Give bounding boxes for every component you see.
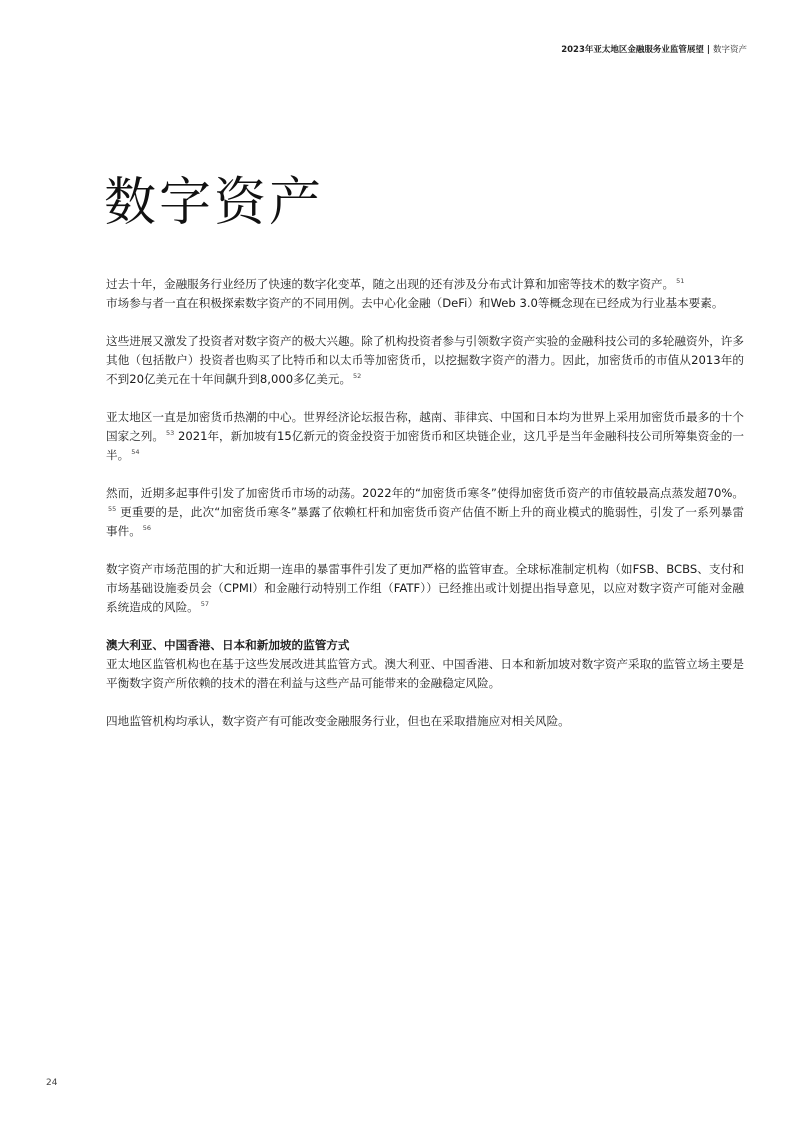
section-heading: 澳大利亚、中国香港、日本和新加坡的监管方式 — [106, 638, 350, 652]
paragraph-text: 更重要的是，此次“加密货币寒冬”暴露了依赖杠杆和加密货币资产估值不断上升的商业模式的脆弱性，引发了一系列暴雷事件。 — [106, 505, 744, 538]
paragraph-text: 过去十年，金融服务行业经历了快速的数字化变革，随之出现的还有涉及分布式计算和加密等技术的数字资产。 — [106, 277, 675, 291]
paragraph-text: 这些进展又激发了投资者对数字资产的极大兴趣。除了机构投资者参与引领数字资产实验的金融科技公司的多轮融资外，许多其他（包括散户）投资者也购买了比特币和以太币等加密货币，以挖掘数字资产的潜力。因此，加密货币的市值从2013年的不到20亿美元在十年间飙升到8,000多亿美元。 — [106, 334, 744, 386]
header-section-name: 数字资产 — [712, 45, 747, 55]
footnote-ref[interactable]: 55 — [108, 505, 117, 514]
paragraph-text: 亚太地区一直是加密货币热潮的中心。世界经济论坛报告称，越南、菲律宾、中国和日本均为世界上采用加密货币最多的十个国家之列。 — [106, 410, 744, 443]
paragraph-text: 数字资产市场范围的扩大和近期一连串的暴雷事件引发了更加严格的监管审查。全球标准制定机构（如FSB、BCBS、支付和市场基础设施委员会（CPMI）和金融行动特别工作组（FATF））已经推出或计划提出指导意见，以应对数字资产可能对金融系统造成的风险。 — [106, 562, 744, 614]
footnote-ref[interactable]: 51 — [676, 277, 685, 286]
paragraph-5 — [106, 560, 744, 617]
paragraph-4 — [106, 484, 744, 541]
footnote-ref[interactable]: 53 — [165, 429, 175, 438]
paragraph-2 — [106, 332, 744, 389]
running-header — [561, 44, 747, 56]
header-report-title: 2023年亚太地区金融服务业监管展望 — [561, 45, 704, 55]
header-separator: | — [706, 45, 710, 55]
paragraph-text: 市场参与者一直在积极探索数字资产的不同用例。去中心化金融（DeFi）和Web 3.0等概念现在已经成为行业基本要素。 — [106, 296, 724, 310]
section-paragraph-2: 四地监管机构均承认，数字资产有可能改变金融服务行业，但也在采取措施应对相关风险。 — [106, 714, 570, 728]
paragraph-text: 2021年，新加坡有15亿新元的资金投资于加密货币和区块链企业，这几乎是当年金融科技公司所筹集资金的一半。 — [106, 429, 744, 462]
section-paragraph-1: 亚太地区监管机构也在基于这些发展改进其监管方式。澳大利亚、中国香港、日本和新加坡对数字资产采取的监管立场主要是平衡数字资产所依赖的技术的潜在利益与这些产品可能带来的金融稳定风险。 — [106, 657, 744, 690]
main-content — [106, 275, 744, 731]
footnote-ref[interactable]: 56 — [142, 524, 152, 533]
page-number: 24 — [46, 1078, 58, 1088]
paragraph-3 — [106, 408, 744, 465]
footnote-ref[interactable]: 54 — [131, 448, 140, 457]
page-title: 数字资产 — [104, 173, 325, 233]
paragraph-text: 然而，近期多起事件引发了加密货币市场的动荡。2022年的“加密货币寒冬”使得加密货币资产的市值较最高点蒸发超70%。 — [106, 486, 744, 500]
paragraph-1 — [106, 275, 744, 313]
footnote-ref[interactable]: 52 — [353, 372, 362, 381]
footnote-ref[interactable]: 57 — [200, 600, 210, 609]
